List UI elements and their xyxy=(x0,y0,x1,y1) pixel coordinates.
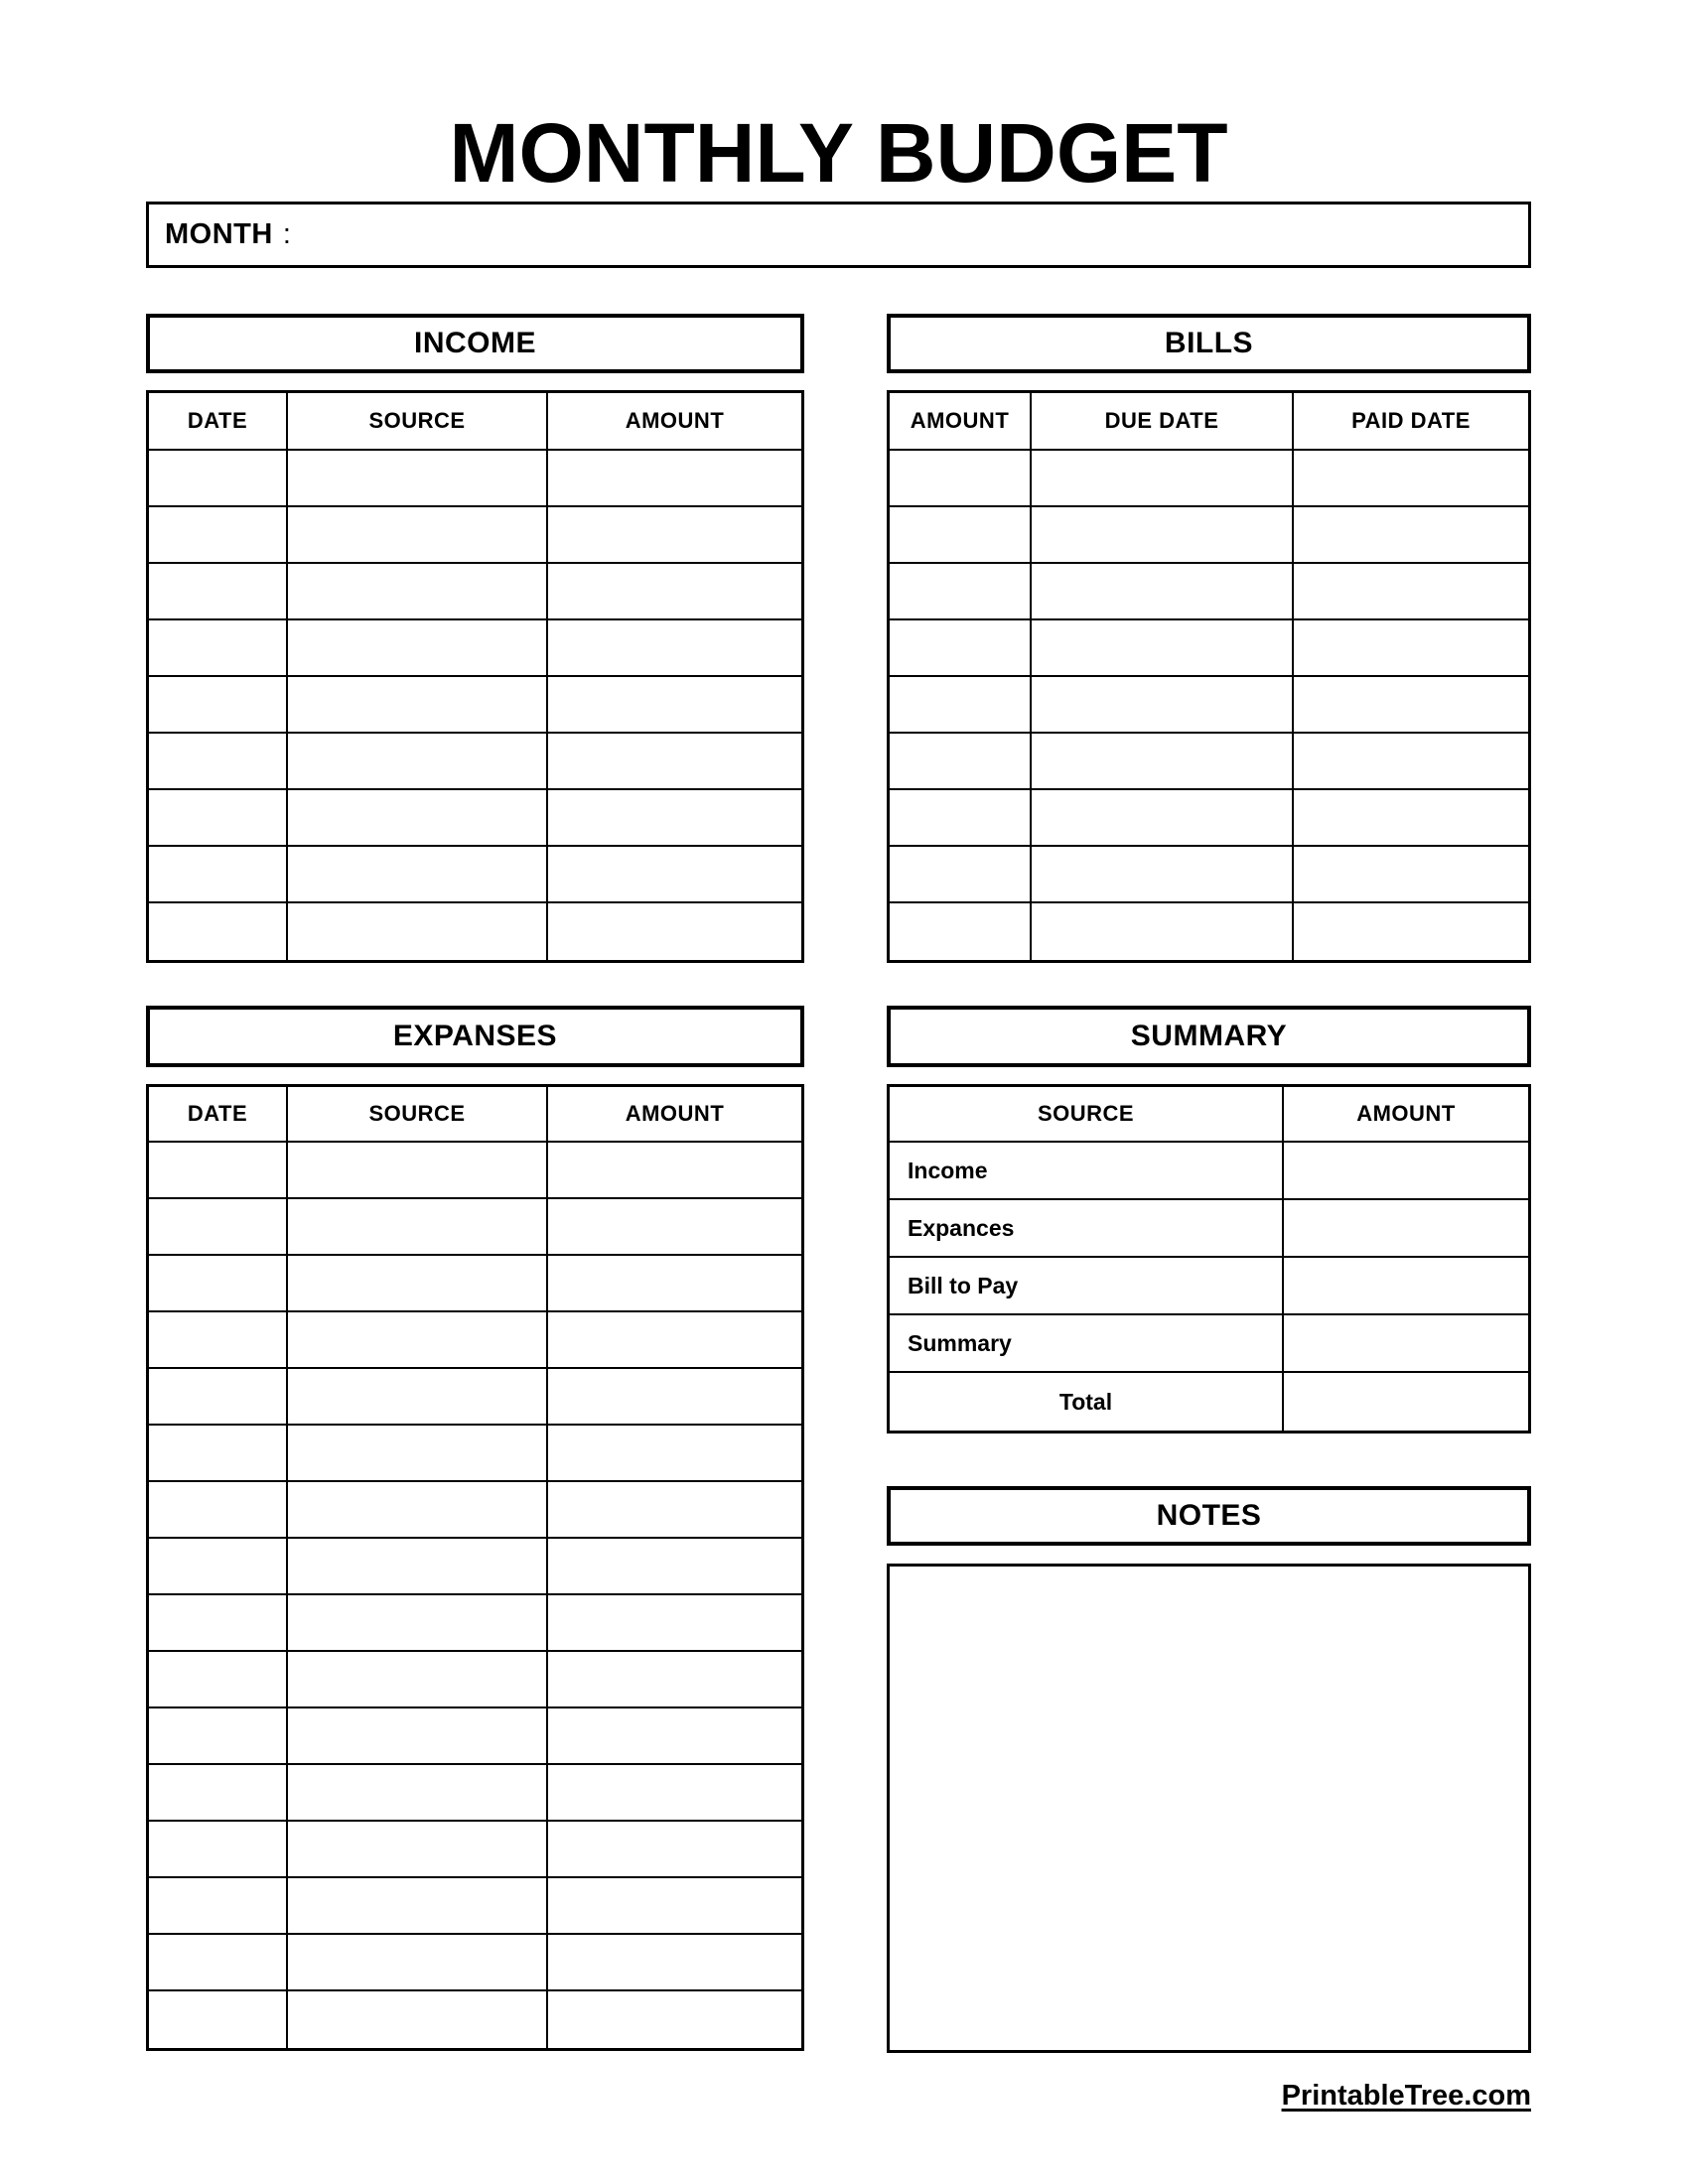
empty-cell xyxy=(1032,451,1294,507)
empty-cell xyxy=(548,1708,801,1765)
bills-column-header-due-date: DUE DATE xyxy=(1032,393,1294,451)
bills-column-header-amount: AMOUNT xyxy=(890,393,1032,451)
empty-cell xyxy=(1032,790,1294,847)
empty-cell xyxy=(149,451,288,507)
empty-cell xyxy=(1294,903,1528,960)
empty-cell xyxy=(1032,677,1294,734)
empty-cell xyxy=(149,1312,288,1369)
page-title: MONTHLY BUDGET xyxy=(449,105,1228,200)
empty-cell xyxy=(288,1878,548,1935)
summary-column-header-amount: AMOUNT xyxy=(1284,1087,1528,1143)
month-separator: : xyxy=(282,218,291,250)
summary-row-label-bill-to-pay: Bill to Pay xyxy=(890,1258,1284,1315)
notes-heading-box xyxy=(887,1486,1531,1546)
empty-cell xyxy=(890,847,1032,903)
empty-cell xyxy=(288,1708,548,1765)
summary-row-label-income: Income xyxy=(890,1143,1284,1200)
empty-cell xyxy=(548,507,801,564)
empty-cell xyxy=(548,1199,801,1256)
empty-cell xyxy=(149,1426,288,1482)
income-column-header-source: SOURCE xyxy=(288,393,548,451)
summary-row-label-expances: Expances xyxy=(890,1200,1284,1258)
summary-amount-cell xyxy=(1284,1315,1528,1373)
empty-cell xyxy=(288,677,548,734)
summary-heading-box xyxy=(887,1006,1531,1067)
month-label: MONTH xyxy=(165,218,273,250)
empty-cell xyxy=(1294,564,1528,620)
empty-cell xyxy=(548,1822,801,1878)
bills-table xyxy=(887,390,1531,963)
empty-cell xyxy=(288,1369,548,1426)
summary-column-header-source: SOURCE xyxy=(890,1087,1284,1143)
notes-content-area xyxy=(887,1564,1531,2053)
empty-cell xyxy=(548,1369,801,1426)
empty-cell xyxy=(149,1878,288,1935)
empty-cell xyxy=(548,1143,801,1199)
empty-cell xyxy=(149,847,288,903)
empty-cell xyxy=(288,1822,548,1878)
empty-cell xyxy=(1294,451,1528,507)
empty-cell xyxy=(548,1256,801,1312)
empty-cell xyxy=(548,1935,801,1991)
empty-cell xyxy=(288,1765,548,1822)
empty-cell xyxy=(548,1312,801,1369)
empty-cell xyxy=(1294,734,1528,790)
expanses-table xyxy=(146,1084,804,2051)
empty-cell xyxy=(288,1652,548,1708)
empty-cell xyxy=(1294,507,1528,564)
empty-cell xyxy=(149,1539,288,1595)
empty-cell xyxy=(288,1256,548,1312)
empty-cell xyxy=(149,564,288,620)
empty-cell xyxy=(890,903,1032,960)
empty-cell xyxy=(890,564,1032,620)
empty-cell xyxy=(288,451,548,507)
empty-cell xyxy=(548,1991,801,2048)
empty-cell xyxy=(149,734,288,790)
empty-cell xyxy=(149,1765,288,1822)
empty-cell xyxy=(548,677,801,734)
empty-cell xyxy=(288,1199,548,1256)
empty-cell xyxy=(288,1935,548,1991)
income-column-header-date: DATE xyxy=(149,393,288,451)
empty-cell xyxy=(288,620,548,677)
empty-cell xyxy=(548,1878,801,1935)
empty-cell xyxy=(548,1539,801,1595)
empty-cell xyxy=(1032,507,1294,564)
empty-cell xyxy=(149,1482,288,1539)
empty-cell xyxy=(149,1595,288,1652)
empty-cell xyxy=(288,1991,548,2048)
empty-cell xyxy=(890,507,1032,564)
expanses-column-header-source: SOURCE xyxy=(288,1087,548,1143)
expanses-column-header-amount: AMOUNT xyxy=(548,1087,801,1143)
summary-heading: SUMMARY xyxy=(1130,1020,1288,1052)
empty-cell xyxy=(288,564,548,620)
empty-cell xyxy=(548,734,801,790)
empty-cell xyxy=(548,451,801,507)
empty-cell xyxy=(1032,620,1294,677)
empty-cell xyxy=(288,1595,548,1652)
empty-cell xyxy=(1032,903,1294,960)
empty-cell xyxy=(288,847,548,903)
empty-cell xyxy=(288,790,548,847)
empty-cell xyxy=(288,1426,548,1482)
empty-cell xyxy=(288,1312,548,1369)
empty-cell xyxy=(1294,847,1528,903)
empty-cell xyxy=(548,564,801,620)
summary-amount-cell xyxy=(1284,1143,1528,1200)
empty-cell xyxy=(548,1426,801,1482)
empty-cell xyxy=(149,790,288,847)
empty-cell xyxy=(1032,734,1294,790)
expanses-heading: EXPANSES xyxy=(392,1020,558,1052)
income-heading-box xyxy=(146,314,804,373)
empty-cell xyxy=(890,451,1032,507)
empty-cell xyxy=(548,620,801,677)
expanses-heading-box xyxy=(146,1006,804,1067)
summary-amount-cell xyxy=(1284,1200,1528,1258)
empty-cell xyxy=(288,1482,548,1539)
footer-link[interactable]: PrintableTree.com xyxy=(1281,2080,1531,2112)
empty-cell xyxy=(288,1143,548,1199)
empty-cell xyxy=(149,620,288,677)
summary-amount-cell xyxy=(1284,1373,1528,1431)
empty-cell xyxy=(149,1991,288,2048)
empty-cell xyxy=(548,1652,801,1708)
bills-column-header-paid-date: PAID DATE xyxy=(1294,393,1528,451)
empty-cell xyxy=(548,1482,801,1539)
empty-cell xyxy=(1294,790,1528,847)
empty-cell xyxy=(149,677,288,734)
empty-cell xyxy=(288,507,548,564)
empty-cell xyxy=(149,507,288,564)
empty-cell xyxy=(1032,564,1294,620)
empty-cell xyxy=(1294,620,1528,677)
month-field-box xyxy=(146,202,1531,268)
empty-cell xyxy=(288,734,548,790)
empty-cell xyxy=(149,1822,288,1878)
empty-cell xyxy=(890,734,1032,790)
bills-heading-box xyxy=(887,314,1531,373)
empty-cell xyxy=(149,1708,288,1765)
empty-cell xyxy=(1032,847,1294,903)
summary-row-label-summary: Summary xyxy=(890,1315,1284,1373)
expanses-column-header-date: DATE xyxy=(149,1087,288,1143)
empty-cell xyxy=(149,1143,288,1199)
empty-cell xyxy=(149,1935,288,1991)
notes-heading: NOTES xyxy=(1156,1499,1262,1532)
income-heading: INCOME xyxy=(414,327,536,359)
empty-cell xyxy=(149,903,288,960)
empty-cell xyxy=(288,903,548,960)
empty-cell xyxy=(288,1539,548,1595)
empty-cell xyxy=(149,1369,288,1426)
income-column-header-amount: AMOUNT xyxy=(548,393,801,451)
empty-cell xyxy=(149,1256,288,1312)
bills-heading: BILLS xyxy=(1164,327,1254,359)
summary-row-label-total: Total xyxy=(890,1373,1284,1431)
empty-cell xyxy=(890,790,1032,847)
empty-cell xyxy=(1294,677,1528,734)
summary-amount-cell xyxy=(1284,1258,1528,1315)
empty-cell xyxy=(548,903,801,960)
empty-cell xyxy=(890,677,1032,734)
summary-table xyxy=(887,1084,1531,1433)
income-table xyxy=(146,390,804,963)
empty-cell xyxy=(890,620,1032,677)
empty-cell xyxy=(548,1595,801,1652)
empty-cell xyxy=(548,847,801,903)
empty-cell xyxy=(149,1652,288,1708)
empty-cell xyxy=(149,1199,288,1256)
empty-cell xyxy=(548,790,801,847)
empty-cell xyxy=(548,1765,801,1822)
